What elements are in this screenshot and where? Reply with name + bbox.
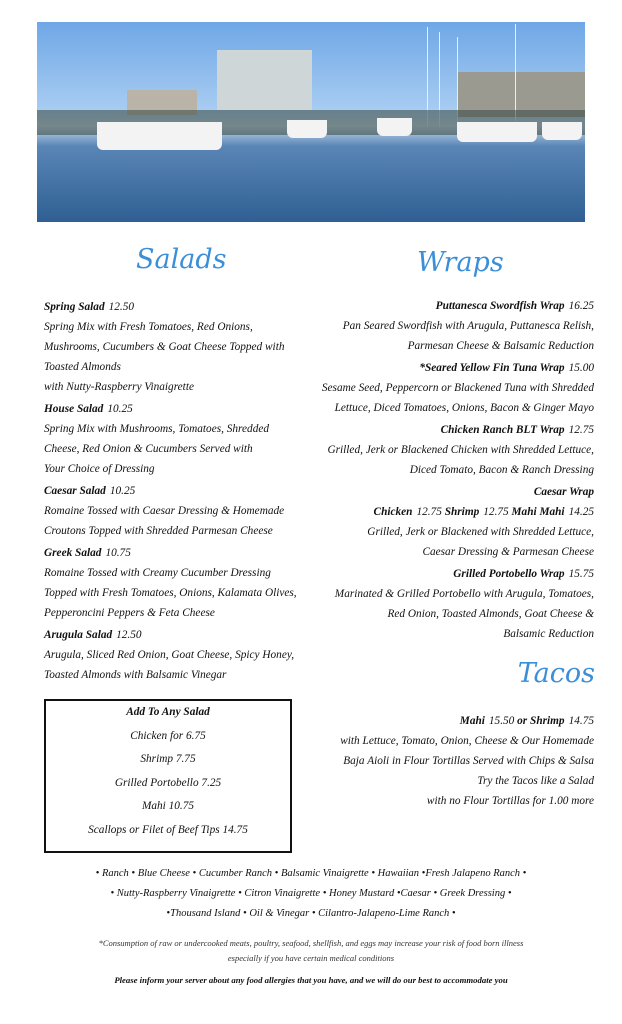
taco-option: Mahi [459, 715, 485, 727]
item-description: Parmesan Cheese & Balsamic Reduction [407, 340, 594, 352]
item-description: Your Choice of Dressing [44, 463, 155, 475]
taco-desc: Try the Tacos like a Salad [477, 775, 594, 787]
item-title [44, 399, 314, 419]
item-price: 10.25 [109, 485, 136, 497]
item-price: 16.25 [568, 300, 594, 312]
item-description: Grilled, Jerk or Blackened Chicken with Shredded Lettuce, [327, 444, 594, 456]
option-price: 12.75 [483, 506, 509, 518]
item-title [322, 358, 594, 378]
salads-heading: Salads [136, 244, 227, 275]
option-name: Chicken [373, 506, 413, 518]
item-description: Toasted Almonds [44, 361, 121, 373]
disclaimer-line: especially if you have certain medical conditions [227, 953, 395, 963]
item-title [322, 564, 594, 584]
disclaimer-line: *Consumption of raw or undercooked meats, poultry, seafood, shellfish, and eggs may increase your risk of food born illness [98, 938, 524, 948]
caesar-wrap-options [322, 502, 594, 522]
item-name: House Salad [44, 403, 104, 415]
item-price: 12.50 [116, 629, 142, 641]
item-description: Romaine Tossed with Caesar Dressing & Homemade [44, 505, 285, 517]
item-name: Caesar Salad [44, 485, 106, 497]
item-description: Spring Mix with Mushrooms, Tomatoes, Shredded [44, 423, 269, 435]
or-label: or [517, 715, 528, 727]
add-on-item: Chicken for 6.75 [130, 729, 206, 742]
item-description: Mushrooms, Cucumbers & Goat Cheese Topped with [44, 341, 285, 353]
item-description: Diced Tomato, Bacon & Ranch Dressing [409, 464, 594, 476]
item-description: Topped with Fresh Tomatoes, Onions, Kalamata Olives, [44, 587, 297, 599]
menu-item [322, 420, 594, 480]
menu-item [322, 358, 594, 418]
item-price: 10.75 [105, 547, 131, 559]
item-description: Pepperoncini Peppers & Feta Cheese [44, 607, 215, 619]
item-name: Caesar Wrap [533, 486, 594, 498]
add-on-item: Mahi 10.75 [141, 800, 195, 812]
add-on-item: Grilled Portobello 7.25 [114, 776, 222, 789]
item-description: Red Onion, Toasted Almonds, Goat Cheese & [387, 608, 594, 620]
item-description: Marinated & Grilled Portobello with Arugula, Tomatoes, [334, 588, 594, 600]
menu-item [44, 625, 314, 685]
taco-desc: with no Flour Tortillas for 1.00 more [426, 795, 594, 807]
item-title [322, 296, 594, 316]
dressings-line: • Nutty-Raspberry Vinaigrette • Citron Vinaigrette • Honey Mustard •Caesar • Greek Dressing • [110, 888, 512, 899]
item-description: Sesame Seed, Peppercorn or Blackened Tuna with Shredded [321, 382, 594, 394]
wraps-heading: Wraps [417, 247, 504, 278]
item-description: Grilled, Jerk or Blackened with Shredded Lettuce, [367, 526, 594, 538]
menu-item [322, 564, 594, 644]
item-description: Lettuce, Diced Tomatoes, Onions, Bacon & Ginger Mayo [334, 402, 594, 414]
item-title [44, 481, 314, 501]
item-name: Puttanesca Swordfish Wrap [435, 300, 565, 312]
item-price: 12.50 [108, 301, 135, 313]
option-price: 14.25 [568, 506, 594, 518]
item-description: Balsamic Reduction [503, 628, 594, 640]
option-price: 12.75 [416, 506, 442, 518]
item-description: Croutons Topped with Shredded Parmesan Cheese [44, 525, 273, 537]
item-price: 10.25 [107, 403, 133, 415]
add-on-item: Scallops or Filet of Beef Tips 14.75 [88, 823, 248, 836]
option-name: Mahi Mahi [511, 506, 565, 518]
taco-desc: Baja Aioli in Flour Tortillas Served with Chips & Salsa [343, 755, 594, 767]
add-to-salad-box [44, 699, 292, 853]
item-description: Spring Mix with Fresh Tomatoes, Red Onions, [44, 321, 253, 333]
item-description: Caesar Dressing & Parmesan Cheese [422, 546, 594, 558]
option-name: Shrimp [444, 506, 480, 518]
tacos-heading: Tacos [517, 658, 595, 689]
taco-price: 14.75 [568, 715, 594, 727]
consumption-disclaimer [40, 936, 582, 966]
item-price: 15.75 [568, 568, 594, 580]
menu-item [44, 297, 314, 397]
item-description: with Nutty-Raspberry Vinaigrette [44, 381, 194, 393]
marina-photo [37, 22, 585, 222]
dressings-line: •Thousand Island • Oil & Vinegar • Cilantro-Jalapeno-Lime Ranch • [166, 908, 456, 919]
item-price: 15.00 [568, 362, 594, 374]
salads-list [44, 297, 314, 687]
item-name: Spring Salad [44, 301, 105, 313]
item-description: Pan Seared Swordfish with Arugula, Puttanesca Relish, [342, 320, 594, 332]
wraps-list [322, 296, 594, 646]
tacos-section [340, 711, 594, 811]
item-name: *Seared Yellow Fin Tuna Wrap [419, 362, 565, 374]
item-description: Cheese, Red Onion & Cucumbers Served with [44, 443, 253, 455]
dressings-list [40, 864, 582, 924]
allergy-note: Please inform your server about any food allergies that you have, and we will do our best to accommodate you [114, 975, 508, 985]
item-title [322, 420, 594, 440]
menu-item [44, 481, 314, 541]
menu-item [44, 399, 314, 479]
item-price: 12.75 [568, 424, 594, 436]
item-title [44, 297, 314, 317]
item-title [44, 625, 314, 645]
taco-option: Shrimp [530, 715, 565, 727]
item-title [44, 543, 314, 563]
item-name: Grilled Portobello Wrap [453, 568, 565, 580]
dressings-line: • Ranch • Blue Cheese • Cucumber Ranch • Balsamic Vinaigrette • Hawaiian •Fresh Jalapeno Ranch • [95, 868, 527, 879]
add-on-item: Shrimp 7.75 [140, 753, 196, 765]
item-description: Romaine Tossed with Creamy Cucumber Dressing [44, 567, 271, 579]
item-description: Toasted Almonds with Balsamic Vinegar [44, 669, 227, 681]
caesar-wrap [322, 482, 594, 562]
add-on-title: Add To Any Salad [126, 706, 210, 718]
taco-desc: with Lettuce, Tomato, Onion, Cheese & Our Homemade [340, 735, 594, 747]
menu-item [322, 296, 594, 356]
item-name: Greek Salad [44, 547, 102, 559]
menu-item [44, 543, 314, 623]
item-name: Chicken Ranch BLT Wrap [440, 424, 565, 436]
item-description: Arugula, Sliced Red Onion, Goat Cheese, Spicy Honey, [44, 649, 295, 661]
taco-price: 15.50 [488, 715, 515, 727]
item-name: Arugula Salad [44, 629, 113, 641]
